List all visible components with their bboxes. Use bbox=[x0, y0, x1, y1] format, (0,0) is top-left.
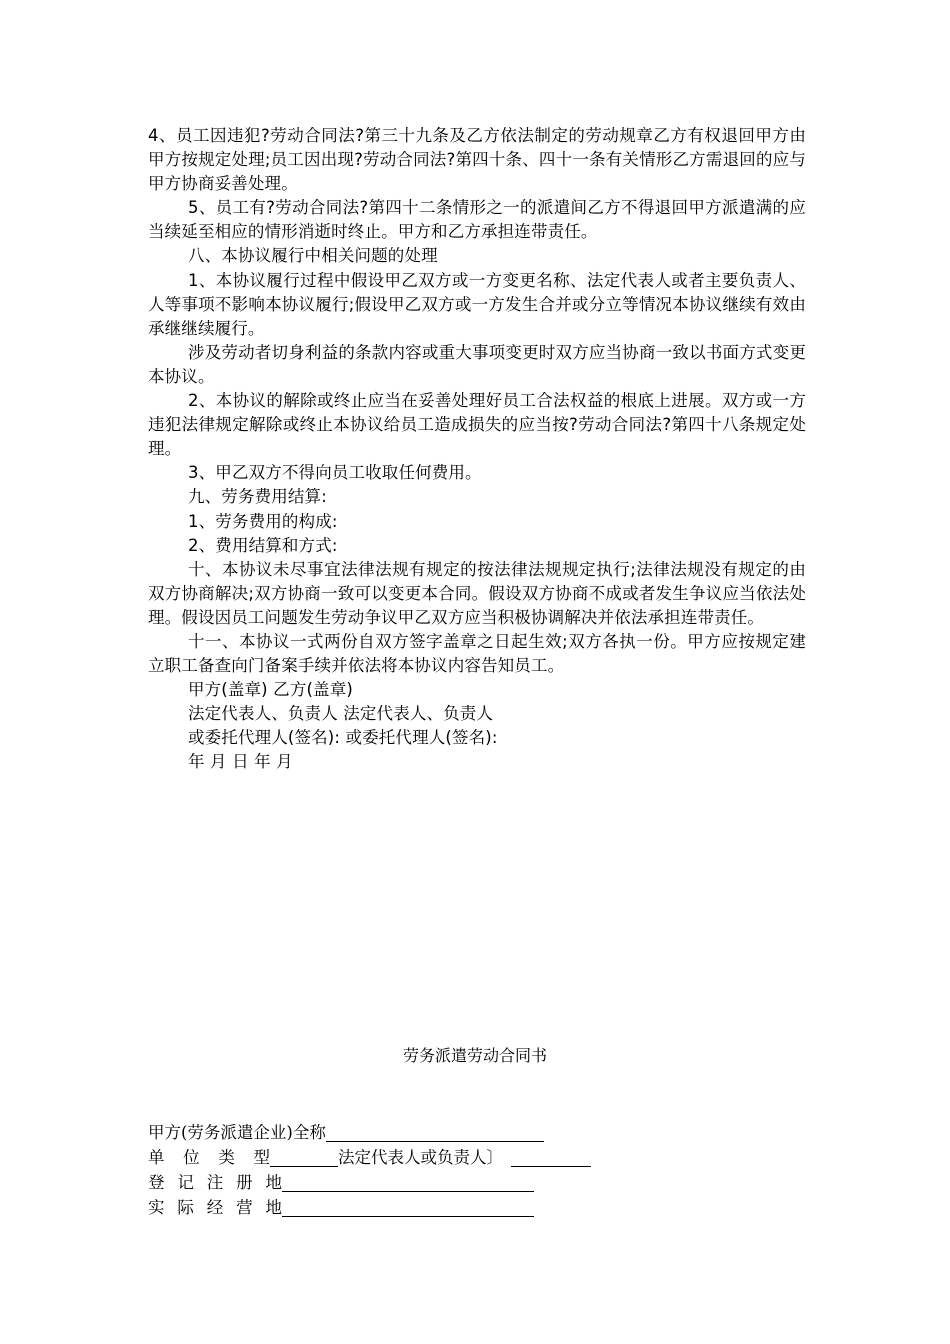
actual-address-row bbox=[148, 1195, 668, 1220]
party-a-name-row bbox=[148, 1120, 668, 1145]
registered-address-blank[interactable] bbox=[282, 1172, 534, 1192]
party-a-name-label: 甲方(劳务派遣企业)全称 bbox=[148, 1123, 326, 1142]
paragraph: 1、劳务费用的构成: bbox=[188, 511, 338, 531]
label-char: 位 bbox=[183, 1148, 200, 1167]
label-char: 实 bbox=[148, 1198, 165, 1217]
unit-type-row bbox=[148, 1145, 668, 1170]
label-char: 型 bbox=[253, 1148, 270, 1167]
label-char: 册 bbox=[236, 1173, 253, 1192]
label-char: 经 bbox=[206, 1198, 224, 1217]
party-a-name-blank[interactable] bbox=[326, 1122, 544, 1142]
actual-address-blank[interactable] bbox=[282, 1197, 534, 1217]
paragraph: 3、甲乙双方不得向员工收取任何费用。 bbox=[188, 463, 482, 483]
signature-line: 甲方(盖章) 乙方(盖章) bbox=[188, 680, 353, 700]
unit-type-label bbox=[148, 1145, 270, 1170]
registered-address-row bbox=[148, 1170, 668, 1195]
paragraph: 十一、本协议一式两份自双方签字盖章之日起生效;双方各执一份。甲方应按规定建立职工备查向门备案手续并依法将本协议内容告知员工。 bbox=[148, 631, 806, 676]
label-char: 营 bbox=[236, 1198, 253, 1217]
date-line: 年 月 日 年 月 bbox=[188, 752, 293, 772]
registered-address-label bbox=[148, 1170, 282, 1195]
paragraph: 4、员工因违犯?劳动合同法?第三十九条及乙方依法制定的劳动规章乙方有权退回甲方由甲方按规定处理;员工因出现?劳动合同法?第四十条、四十一条有关情形乙方需退回的应与甲方协商妥善处理。 bbox=[148, 126, 806, 194]
unit-type-blank[interactable] bbox=[270, 1147, 338, 1167]
actual-address-label bbox=[148, 1195, 282, 1220]
paragraph: 十、本协议未尽事宜法律法规有规定的按法律法规规定执行;法律法规没有规定的由双方协商解决;双方协商一致可以变更本合同。假设双方协商不成或者发生争议应当依法处理。假设因员工问题发生劳动争议甲乙双方应当积极协调解决并依法承担连带责任。 bbox=[148, 559, 806, 627]
paragraph: 1、本协议履行过程中假设甲乙双方或一方变更名称、法定代表人或者主要负责人、人等事项不影响本协议履行;假设甲乙双方或一方发生合并或分立等情况本协议继续有效由承继继续履行。 bbox=[148, 270, 806, 338]
label-char: 类 bbox=[218, 1148, 235, 1167]
party-info-form bbox=[148, 1120, 668, 1220]
label-char: 记 bbox=[177, 1173, 194, 1192]
paragraph: 2、本协议的解除或终止应当在妥善处理好员工合法权益的根底上进展。双方或一方违犯法律规定解除或终止本协议给员工造成损失的应当按?劳动合同法?第四十八条规定处理。 bbox=[148, 391, 806, 459]
contract-title: 劳务派遣劳动合同书 bbox=[402, 1046, 547, 1065]
label-char: 地 bbox=[265, 1173, 282, 1192]
legal-rep-blank[interactable] bbox=[511, 1147, 591, 1167]
section-heading: 九、劳务费用结算: bbox=[188, 487, 327, 507]
label-char: 际 bbox=[177, 1198, 194, 1217]
section-heading: 八、本协议履行中相关问题的处理 bbox=[188, 246, 438, 266]
paragraph: 涉及劳动者切身利益的条款内容或重大事项变更时双方应当协商一致以书面方式变更本协议。 bbox=[148, 342, 806, 386]
label-char: 地 bbox=[265, 1198, 282, 1217]
label-char: 登 bbox=[148, 1173, 165, 1192]
label-char: 单 bbox=[148, 1148, 165, 1167]
label-char: 注 bbox=[206, 1173, 224, 1192]
legal-rep-label: 法定代表人或负责人〕 bbox=[338, 1148, 503, 1167]
paragraph: 2、费用结算和方式: bbox=[188, 535, 338, 555]
paragraph: 5、员工有?劳动合同法?第四十二条情形之一的派遣间乙方不得退回甲方派遣满的应当续延至相应的情形消逝时终止。甲方和乙方承担连带责任。 bbox=[148, 198, 806, 242]
signature-line: 或委托代理人(签名): 或委托代理人(签名): bbox=[188, 728, 498, 748]
contract-body-text bbox=[148, 124, 806, 775]
signature-line: 法定代表人、负责人 法定代表人、负责人 bbox=[188, 704, 494, 724]
